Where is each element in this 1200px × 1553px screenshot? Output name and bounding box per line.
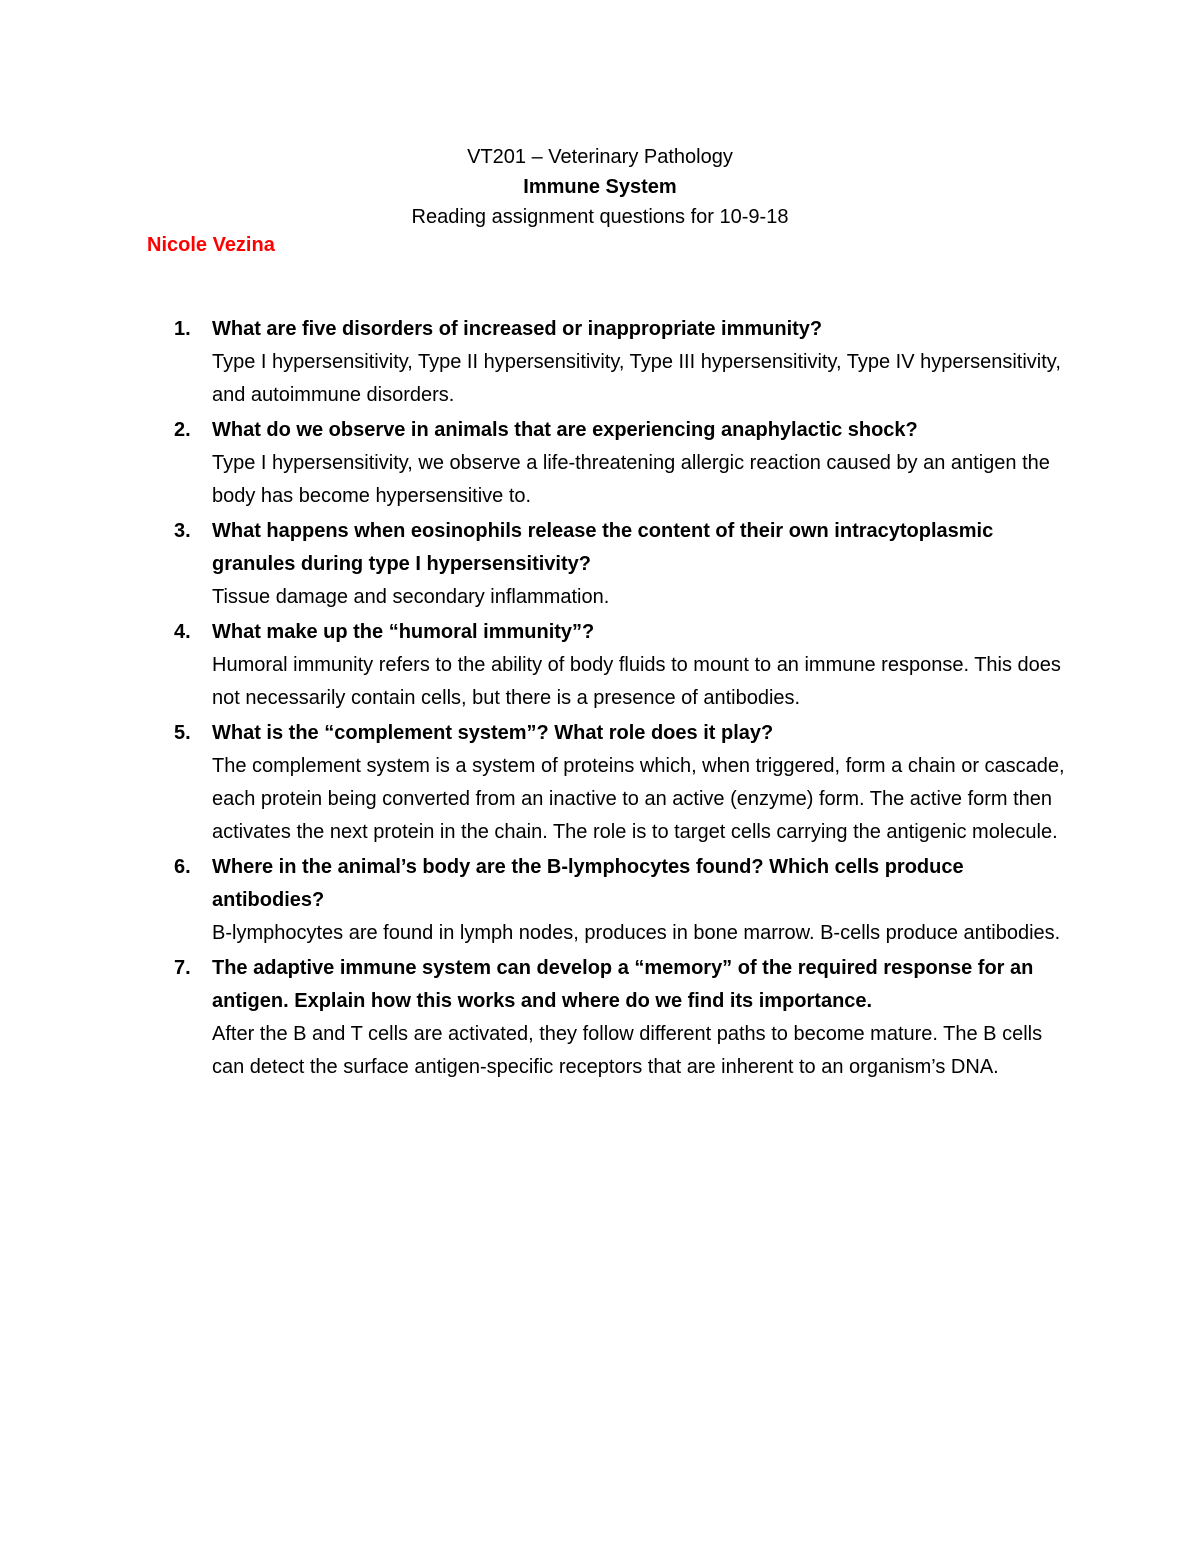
document-header — [0, 142, 1200, 232]
question-list — [147, 313, 1077, 1086]
topic-title: Immune System — [523, 176, 677, 198]
assignment-title: Reading assignment questions for 10-9-18 — [411, 206, 789, 228]
question-text: What do we observe in animals that are experiencing anaphylactic shock? — [212, 419, 918, 441]
answer-text: The complement system is a system of proteins which, when triggered, form a chain or cascade, each protein being converted from an inactive to an active (enzyme) form. The active form then activates the next protein in the chain. The role is to target cells carrying the antigenic molecule. — [212, 755, 1065, 843]
question-item — [147, 851, 1077, 950]
question-item — [147, 952, 1077, 1084]
question-text: What happens when eosinophils release the content of their own intracytoplasmic granules during type I hypersensitivity? — [212, 520, 994, 575]
answer-text: Type I hypersensitivity, Type II hypersensitivity, Type III hypersensitivity, Type IV hypersensitivity, and autoimmune disorders. — [212, 351, 1061, 406]
question-item — [147, 616, 1077, 715]
question-number: 4. — [174, 621, 191, 643]
answer-text: Tissue damage and secondary inflammation. — [212, 586, 610, 608]
author-name: Nicole Vezina — [147, 234, 275, 256]
answer-text: After the B and T cells are activated, they follow different paths to become mature. The B cells can detect the surface antigen-specific receptors that are inherent to an organism’s DNA. — [212, 1023, 1043, 1078]
answer-text: Type I hypersensitivity, we observe a life-threatening allergic reaction caused by an antigen the body has become hypersensitive to. — [212, 452, 1050, 507]
question-number: 1. — [174, 318, 191, 340]
question-text: What is the “complement system”? What role does it play? — [212, 722, 774, 744]
question-text: Where in the animal’s body are the B-lymphocytes found? Which cells produce antibodies? — [212, 856, 964, 911]
question-text: What are five disorders of increased or inappropriate immunity? — [212, 318, 823, 340]
question-item — [147, 414, 1077, 513]
question-number: 7. — [174, 957, 191, 979]
question-number: 6. — [174, 856, 191, 878]
course-title: VT201 – Veterinary Pathology — [467, 146, 733, 168]
question-number: 5. — [174, 722, 191, 744]
question-item — [147, 717, 1077, 849]
question-number: 3. — [174, 520, 191, 542]
question-number: 2. — [174, 419, 191, 441]
question-text: The adaptive immune system can develop a “memory” of the required response for an antigen. Explain how this works and where do we find its importance. — [212, 957, 1034, 1012]
answer-text: Humoral immunity refers to the ability of body fluids to mount to an immune response. This does not necessarily contain cells, but there is a presence of antibodies. — [212, 654, 1061, 709]
question-item — [147, 313, 1077, 412]
question-item — [147, 515, 1077, 614]
answer-text: B-lymphocytes are found in lymph nodes, produces in bone marrow. B-cells produce antibodies. — [212, 922, 1061, 944]
question-text: What make up the “humoral immunity”? — [212, 621, 595, 643]
